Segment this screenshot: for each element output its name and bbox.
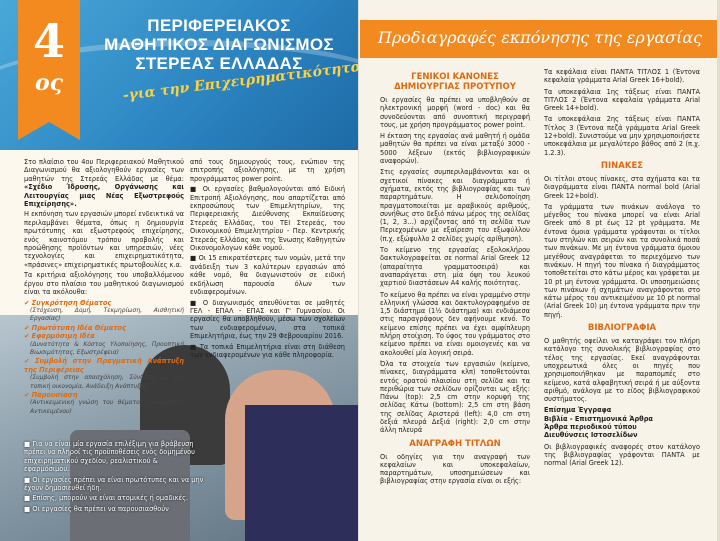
check-icon: ✔: [24, 323, 32, 332]
check-icon: ✔: [24, 298, 32, 307]
section-heading: ΠΙΝΑΚΕΣ: [600, 160, 644, 171]
criterion-sub: (Στόχευση, Δομή, Τεκμηρίωση, Αισθητική Εργασίας): [30, 306, 184, 323]
criterion-name: Συμβολή στην Πραγματική Ανάπτυξη της Περιφέρειας: [24, 357, 184, 374]
requirement-text: Επίσης, μπορούν να είναι ατομικές ή ομαδικές.: [32, 494, 189, 503]
detail-span: Ο διαγωνισμός απευθύνεται σε μαθητές ΓΕΛ - ΕΠΑΛ - ΕΠΑΣ και Γ' Γυμνασίου. Οι εργασίες θα υποβληθούν, μέσω των σχολείων των ενδιαφερομένων, στα τοπικά Επιμελητήρια, έως την 29 Φεβρουαρίου 2016.: [190, 298, 346, 341]
criterion-name: Πρωτότυπη Ιδέα Θέματος: [31, 323, 126, 332]
spec-text: Τα γράμματα των πινάκων ανάλογα το μέγεθος του πίνακα μπορεί να είναι Arial Greek από 8 pt έως 12 pt γράμματα. Με έντονα όμοια γράμματα γράφονται οι τίτλοι των στηλών και σειρών και τα συνολικά ποσά των πινάκων. Με μη έντονα γράμματα όμοιου μεγέθους αναγράφεται το περιεχόμενο των πινάκων. Η πηγή του πίνακα ή διαγράμματος τοποθετείται στο κάτω μέρος και γράφεται με 10 pt μη έντονα γράμματα. Οι υποσημειώσεις των πινάκων ή σχημάτων αναγράφονται στο κάτω μέρος του αντικειμένου με 10 pt normal (Arial Greek 10) μη έντονα γράμματα πριν την πηγή.: [544, 202, 700, 319]
criterion: [24, 391, 184, 416]
section-heading: ΑΝΑΓΡΑΦΗ ΤΙΤΛΩΝ: [409, 438, 501, 449]
criterion-name: Παρουσίαση: [31, 390, 78, 399]
spec-text: Το κείμενο της εργασίας εξολοκλήρου δακτυλογραφείται σε normal Arial Greek 12 (απαραίτητα γραμματοσειρά) και αναπαράγεται στη μία όψη του λευκού χαρτιού διαστάσεων Α4 καλής ποιότητας.: [380, 246, 530, 288]
detail-span: Οι 15 επικρατέστερες των νομών, μετά την ανάδειξη των 3 καλύτερων εργασιών από κάθε νομό, θα διαγωνιστούν σε ειδική εκδήλωση παρουσία όλων των ενδιαφερομένων.: [190, 254, 345, 297]
criterion: [24, 332, 184, 357]
requirement-item: ■ Οι εργασίες πρέπει να είναι πρωτότυπες και να μην έχουν δημοσιευθεί ήδη.: [24, 475, 204, 493]
detail-span: Οι εργασίες βαθμολογούνται από Ειδική Επιτροπή Αξιολόγησης, που απαρτίζεται από εκπροσώπους των Επιμελητηρίων, της Περιφερειακής Διεύθυνσης Εκπαίδευσης Στερεάς Ελλάδας, του ΤΕΙ Στερεάς, του Οικονομικού Επιμελητηρίου - Περ. Κεντρικής Στερεάς Ελλάδας και της Ένωσης Καθηγητών Οικονομολογων κάθε νομού.: [190, 185, 345, 253]
requirement-text: Οι εργασίες θα πρέπει να παρουσιασθούν: [32, 504, 169, 513]
check-icon: ✔: [24, 332, 32, 341]
spec-text: Οι εργασίες θα πρέπει να υποβληθούν σε ηλεκτρονική μορφή (word - doc) και θα συνοδεύονται από συνοπτική περιγραφή τους, με χρήση προγράμματος power point.: [380, 96, 530, 129]
detail-text: ■ Ο διαγωνισμός απευθύνεται σε μαθητές ΓΕΛ - ΕΠΑΛ - ΕΠΑΣ και Γ' Γυμνασίου. Οι εργασίες θα υποβληθούν, μέσω των σχολείων των ενδιαφερομένων, στα τοπικά Επιμελητήρια, έως την 29 Φεβρουαρίου 2016.: [190, 298, 346, 341]
title-line: ΜΑΘΗΤΙΚΟΣ ΔΙΑΓΩΝΙΣΜΟΣ: [104, 35, 334, 54]
bib-type: Άρθρα περιοδικού τύπου: [544, 422, 637, 431]
badge-suffix: ος: [34, 70, 64, 96]
student-figure: [245, 405, 360, 541]
spec-text: Οι τίτλοι στους πίνακες, στα σχήματα και τα διαγράμματα είναι ΠΑΝΤΑ normal bold (Arial Greek 12+bold).: [544, 174, 700, 200]
detail-text: από τους δημιουργούς τους, ενώπιον της επιτροπής αξιολόγησης, με τη χρήση προγράμματος power point.: [190, 158, 345, 183]
criterion-sub: (Δυνατότητα & Κόστος Υλοποίησης, Προοπτική Βιωσιμότητας, Εξωστρέφεια): [30, 340, 184, 356]
check-icon: ✔: [24, 390, 32, 399]
spec-text: Οι οδηγίες για την αναγραφή των κεφαλαίων και υποκεφαλαίων, παραρτημάτων, υποσημειώσεων και βιβλιογραφίας στην εργασία είναι οι εξής:: [380, 452, 530, 486]
criterion-sub: (Αντικειμενική γνώση του θέματος, Πληρότητα Αντικειμένου): [30, 399, 184, 415]
criterion: [24, 357, 184, 391]
spec-text: Τα κεφάλαια είναι ΠΑΝΤΑ ΤΙΤΛΟΣ 1 (Έντονα κεφαλαία γράμματα Arial Greek 16+bold).: [544, 68, 700, 85]
bibliography-types: [544, 406, 700, 439]
bib-type: Διευθύνσεις Ιστοσελίδων: [544, 431, 638, 440]
right-page: [360, 0, 720, 541]
badge-number: 4: [32, 14, 65, 68]
intro-column: [24, 158, 184, 416]
criterion-name: Εφαρμόσιμη Ιδέα: [31, 332, 95, 341]
criteria-list: [24, 299, 184, 417]
spec-text: Στις εργασίες συμπεριλαμβάνονται και οι σχετικοί πίνακες και διαγράμματα ή σχήματα, εκτός της βιβλιογραφίας και των παραρτημάτων. Η σελιδοποίηση πραγματοποιείται με αραβικούς αριθμούς, συνήθως στο δεξιό πάνω μέρος της σελίδας (1, 2, 3…) αρχίζοντας από τη σελίδα των Περιεχομένων με εξαίρεση του εξωφύλλου (π.χ. εξώφυλλο 2 σελίδες χωρίς αρίθμηση).: [380, 168, 530, 243]
edition-badge: [18, 0, 80, 122]
title-line: ΠΕΡΙΦΕΡΕΙΑΚΟΣ: [147, 16, 291, 35]
spec-text: Το κείμενο θα πρέπει να είναι γραμμένο στην ελληνική γλώσσα και δακτυλογραφημένο σε 1,5 διάστημα (1½ διάστημα) και ενδιάμεσα στις παραγράφους δεν αφήνουμε κενό. Το κείμενο επίσης πρέπει να έχει αμφίπλευρη πλήρη στοίχιση. Το ύφος του γράμματος στο κείμενο πρέπει να είναι ομοιογενές και να ακολουθεί μία λογική σειρά.: [380, 290, 530, 357]
details-column: [190, 158, 345, 359]
spec-text: Οι βιβλιογραφικές αναφορές στον κατάλογο της βιβλιογραφίας γράφονται ΠΑΝΤΑ με normal (Arial Greek 12).: [544, 442, 700, 468]
detail-text: ■ Τα τοπικά Επιμελητήρια είναι στη διάθεση των ενδιαφερομένων για κάθε πληροφορία.: [190, 342, 345, 359]
intro-text: Η εκπόνηση των εργασιών μπορεί ενδεικτικά να περιλαμβάνει θέματα, όπως η δημιουργία πρωτότυπης και εξωστρεφούς επιχείρησης, ενός καινοτόμου τρόπου προβολής και προώθησης προϊόντων και υπηρεσιών, νέες τεχνολογίες και επιχειρηματικότητα, «πράσινες» επιχειρηματικές πρωτοβουλίες κ.α.: [24, 210, 184, 269]
spec-text: Όλα τα στοιχεία των εργασιών (κείμενο, πίνακες, διαγράμματα κλπ) τοποθετούνται εντός ορατού πλαισίου στη σελίδα και τα περιθώρια των σελίδων ορίζονται ως εξής: Πάνω (top): 2,5 cm στην κορυφή της σελίδας Κάτω (bottom): 2,5 cm στη βάση της σελίδας Αριστερά (left): 4,0 cm στη δεξιά πλευρά Δεξιά (right): 2,0 cm στην άλλη πλευρά: [380, 359, 530, 435]
spec-text: Τα υποκεφάλαια 2ης τάξεως είναι ΠΑΝΤΑ Τίτλος 3 (Έντονα πεζά γράμματα Arial Greek 12+bold). Συνιστούμε να μην χρησιμοποιήσετε υποκεφάλαια με μεγαλύτερο βάθος από 2 (π.χ. 1.2.3).: [544, 115, 700, 157]
criterion-name: Συγκρότηση Θέματος: [31, 298, 112, 307]
requirement-text: Για να είναι μία εργασία επιλέξιμη για βράβευση πρέπει να πληροί τις προϋποθέσεις ενός δομημένου επιχειρηματικού σχεδίου, ρεαλιστικού & εφαρμόσιμου.: [24, 440, 195, 474]
spec-text: Ο μαθητής οφείλει να καταγράψει τον πλήρη κατάλογο της συνολικής βιβλιογραφίας στο τέλος της εργασίας. Εκεί αναγράφονται υποχρεωτικά όλες οι πηγές που χρησιμοποιήθηκαν με παραπομπές στο κείμενο, κατά αλφαβητική σειρά ή με αύξοντα αριθμό, ανάλογα με το είδος βιβλιογραφικού συστήματος.: [544, 337, 700, 404]
section-heading: ΓΕΝΙΚΟΙ ΚΑΝΟΝΕΣ ΔΗΜΙΟΥΡΓΙΑΣ ΠΡΟΤΥΠΟΥ: [394, 72, 516, 92]
detail-span: Τα τοπικά Επιμελητήρια είναι στη διάθεση των ενδιαφερομένων για κάθε πληροφορία.: [190, 342, 345, 359]
spec-text: Τα υποκεφάλαια 1ης τάξεως είναι ΠΑΝΤΑ ΤΙΤΛΟΣ 2 (Έντονα κεφαλαία γράμματα Arial Greek 14+bold).: [544, 87, 700, 113]
section-heading: ΒΙΒΛΙΟΓΡΑΦΙΑ: [587, 323, 657, 334]
bib-type: Βιβλία - Επιστημονικά Άρθρα: [544, 414, 653, 423]
title-line: ΣΤΕΡΕΑΣ ΕΛΛΑΔΑΣ: [135, 54, 303, 73]
banner-title: Προδιαγραφές εκπόνησης της εργασίας: [377, 28, 703, 47]
requirement-item: ■ Για να είναι μία εργασία επιλέξιμη για βράβευση πρέπει να πληροί τις προϋποθέσεις ενός δομημένου επιχειρηματικού σχεδίου, ρεαλιστικού & εφαρμόσιμου.: [24, 440, 195, 474]
detail-text: ■ Οι 15 επικρατέστερες των νομών, μετά την ανάδειξη των 3 καλύτερων εργασιών από κάθε νομό, θα διαγωνιστούν σε ειδική εκδήλωση παρουσία όλων των ενδιαφερομένων.: [190, 254, 345, 297]
intro-theme: «Σχέδιο Ίδρυσης, Οργάνωσης και Λειτουργίας μιας Νέας Εξωστρεφούς Επιχείρησης».: [24, 183, 184, 209]
intro-text: Στο πλαίσιο του 4ου Περιφερειακού Μαθητικού Διαγωνισμού θα αξιολογηθούν εργασίες των μαθητών της Στερεάς Ελλάδας με θέμα:: [24, 158, 184, 183]
criterion: [24, 324, 184, 332]
criterion-sub: (Συμβολή στην απασχόληση, Σύνδεση με την τοπική οικονομία, Ανάδειξη Ανάπτυξη): [30, 374, 184, 390]
spec-column-2: [544, 68, 700, 470]
spec-text: Η έκταση της εργασίας ανά μαθητή ή ομάδα μαθητών θα πρέπει να είναι μεταξύ 3000 - 5000 λέξεων (εκτός βιβλιογραφικών αναφορών).: [380, 132, 530, 166]
requirement-text: Οι εργασίες πρέπει να είναι πρωτότυπες και να μην έχουν δημοσιευθεί ήδη.: [24, 475, 204, 493]
requirement-item: ■ Επίσης, μπορούν να είναι ατομικές ή ομαδικές.: [24, 494, 189, 503]
requirement-item: ■ Οι εργασίες θα πρέπει να παρουσιασθούν: [24, 504, 169, 513]
requirements-list: [24, 440, 204, 515]
detail-text: ■ Οι εργασίες βαθμολογούνται από Ειδική Επιτροπή Αξιολόγησης, που απαρτίζεται από εκπροσώπους των Επιμελητηρίων, της Περιφερειακής Διεύθυνσης Εκπαίδευσης Στερεάς Ελλάδας, του ΤΕΙ Στερεάς, του Οικονομικού Επιμελητηρίου - Περ. Κεντρικής Στερεάς Ελλάδας και της Ένωσης Καθηγητών Οικονομολογων κάθε νομού.: [190, 185, 345, 253]
section-banner: [360, 20, 720, 58]
spec-column-1: [380, 68, 530, 489]
criterion: [24, 299, 184, 324]
check-icon: ✔: [24, 357, 36, 366]
bib-type: Επίσημα Έγγραφα: [544, 406, 612, 415]
criteria-intro: Τα κριτήρια αξιολόγησης του υποβαλλόμενου έργου στο πλαίσιο του μαθητικού διαγωνισμού είναι τα ακόλουθα:: [24, 271, 184, 297]
